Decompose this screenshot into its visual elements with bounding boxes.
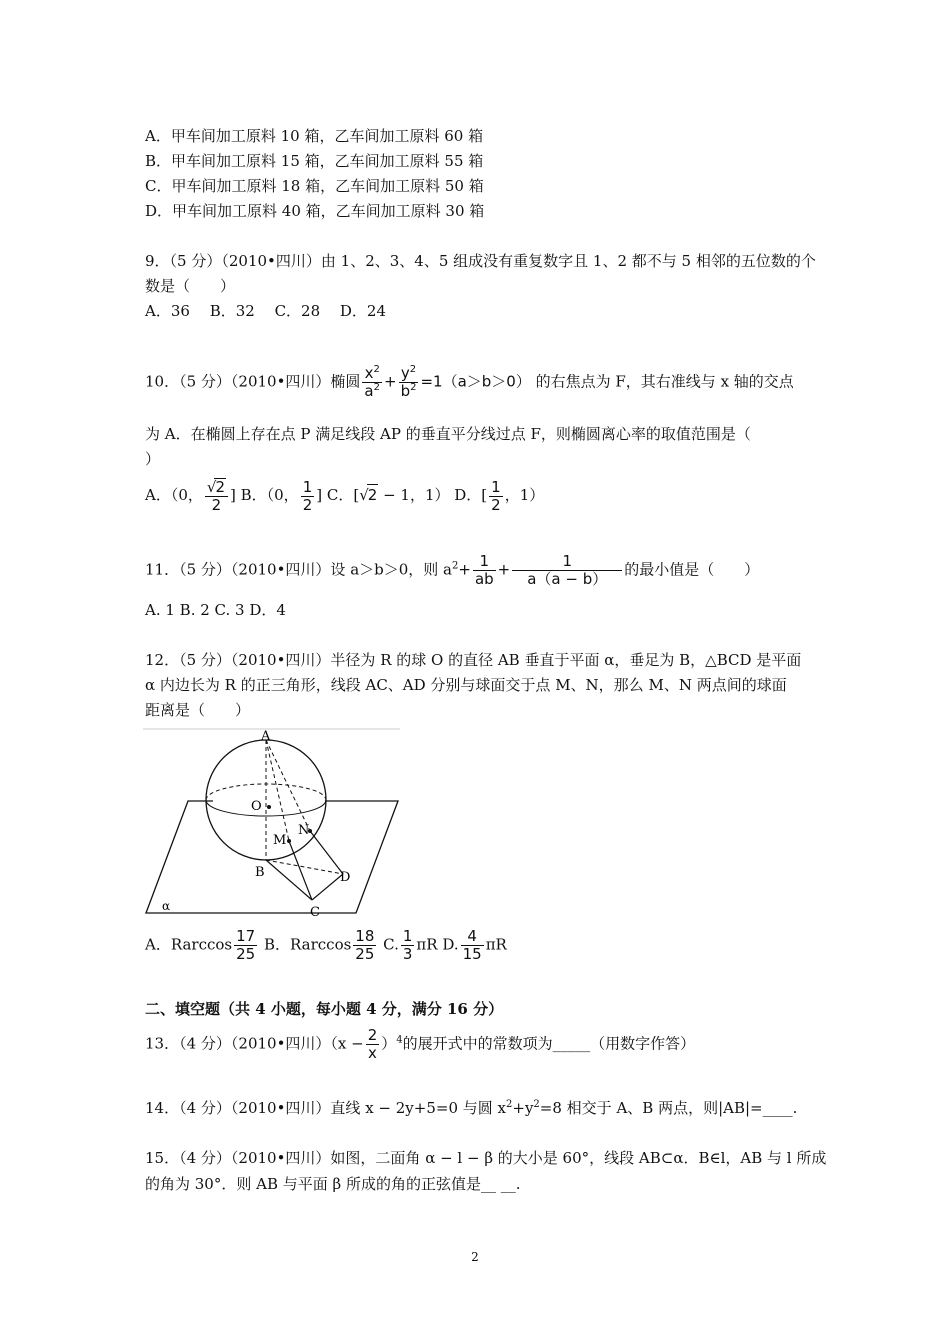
q13-den: x <box>368 1044 377 1062</box>
q11-plus: + <box>458 560 471 579</box>
q12-opt-d-tail: πR <box>485 935 507 954</box>
q11-prefix: 11．（5 分）（2010•四川）设 a＞b＞0，则 a <box>145 560 452 579</box>
q14-mid: +y <box>512 1099 534 1117</box>
q10-opt-d-den: 2 <box>491 495 501 514</box>
q12-opt-d-frac <box>461 928 484 963</box>
q10-exp: 2 <box>410 382 417 393</box>
segment-am <box>266 740 289 841</box>
q11-f2-den: a（a − b） <box>527 570 608 588</box>
q12-opt-b-den: 25 <box>355 945 375 963</box>
q11-options: A. 1 B. 2 C. 3 D．4 <box>145 601 286 619</box>
segment-bc <box>266 860 312 900</box>
q15-stem-line2: 的角为 30°．则 AB 与平面 β 所成的角的正弦值是__ __. <box>145 1175 521 1193</box>
q13-frac <box>366 1027 380 1062</box>
q12-opt-c: C. <box>378 935 399 954</box>
q10-exp: 2 <box>373 382 380 393</box>
label-c: C <box>310 905 320 918</box>
q12-sphere-figure <box>143 728 403 918</box>
q10-opt-d: − 1，1） D．[ <box>378 486 488 504</box>
q10-opt-a: A．（0， <box>145 486 203 504</box>
q8-option-c: C．甲车间加工原料 18 箱，乙车间加工原料 50 箱 <box>145 177 484 195</box>
q10-prefix: 10．（5 分）（2010•四川）椭圆 <box>145 372 361 391</box>
q10-opt-b-frac <box>301 479 315 514</box>
q12-opt-d-den: 15 <box>462 945 482 963</box>
q10-opt-a-den: 2 <box>211 496 222 514</box>
q12-opt-a-den: 25 <box>236 945 256 963</box>
q13-suffix: 的展开式中的常数项为_____（用数字作答） <box>402 1034 696 1053</box>
page-number: 2 <box>471 1250 479 1264</box>
q10-y: y <box>400 364 410 382</box>
label-n: N <box>298 823 310 838</box>
q11-f2-num: 1 <box>512 553 622 571</box>
q11-frac-2 <box>512 553 622 588</box>
q14-prefix: 14．（4 分）（2010•四川）直线 x − 2y+5=0 与圆 x <box>145 1099 506 1117</box>
q12-opt-a-frac <box>234 928 257 963</box>
q14-exp-2: 2 <box>533 1099 540 1110</box>
q12-opt-c-den: 3 <box>402 945 413 963</box>
q11-suffix: 的最小值是（ ） <box>624 560 760 579</box>
q12-opt-c-frac <box>401 928 415 963</box>
q13-num: 2 <box>367 1026 378 1044</box>
section-2-heading: 二、填空题（共 4 小题，每小题 4 分，满分 16 分） <box>145 1000 504 1018</box>
q13-prefix: 13．（4 分）（2010•四川）（x − <box>145 1034 364 1053</box>
q8-option-b: B．甲车间加工原料 15 箱，乙车间加工原料 55 箱 <box>145 152 484 170</box>
q10-opt-c: ] C．[ <box>316 486 360 504</box>
q10-stem-line3: ） <box>145 450 161 468</box>
label-m: M <box>273 833 287 848</box>
point-m <box>287 839 291 843</box>
q12-opt-b-num: 18 <box>355 927 375 945</box>
q12-opt-a-num: 17 <box>236 927 256 945</box>
segment-nd <box>310 831 343 874</box>
q10-stem-line1: 10．（5 分）（2010•四川）椭圆 $\frac{x^2}{a^2}$ + $\frac{y^2}{b^2}$ =1（a＞b＞0） 的右焦点为 F，其右准线与 x 轴的交点 <box>145 364 794 400</box>
q10-opt-b: ] B．（0， <box>230 486 299 504</box>
q12-opt-d-num: 4 <box>461 928 484 946</box>
point-o <box>267 805 271 809</box>
q13-close: ） <box>381 1034 397 1053</box>
q12-opt-d: πR D. <box>416 935 459 954</box>
q10-x: x <box>364 364 374 382</box>
q14-stem <box>145 1098 797 1118</box>
label-b: B <box>255 865 265 880</box>
q10-exp: 2 <box>409 364 417 375</box>
q10-b: b <box>400 382 411 400</box>
q10-opt-d-frac <box>489 479 503 514</box>
q10-opt-d-num: 1 <box>491 477 501 496</box>
q8-option-a: A．甲车间加工原料 10 箱，乙车间加工原料 60 箱 <box>145 127 484 145</box>
q10-eq: =1（a＞b＞0） <box>420 372 531 391</box>
label-a: A <box>261 729 271 744</box>
q12-opt-a: A．Rarccos <box>145 935 233 954</box>
q14-suffix: =8 相交于 A、B 两点，则|AB|=____. <box>539 1099 798 1117</box>
q13-exp: 4 <box>396 1034 403 1046</box>
q11-f1-num: 1 <box>473 553 496 571</box>
q9-stem-line2: 数是（ ） <box>145 277 236 295</box>
q11-exp: 2 <box>452 560 459 572</box>
q9-options: A．36 B．32 C．28 D．24 <box>145 302 387 320</box>
q12-options <box>145 928 507 963</box>
q10-suffix: 的右焦点为 F，其右准线与 x 轴的交点 <box>530 372 794 391</box>
q10-exp: 2 <box>373 364 380 375</box>
q11-stem <box>145 553 759 588</box>
q11-plus: + <box>497 560 511 579</box>
label-d: D <box>340 870 351 885</box>
q10-frac-y2-b2 <box>399 365 419 400</box>
q10-opt-b-num: 1 <box>302 477 313 496</box>
q13-stem <box>145 1027 695 1062</box>
label-o: O <box>251 799 262 814</box>
q12-opt-c-num: 1 <box>402 927 413 945</box>
q12-opt-b-frac <box>353 928 376 963</box>
q10-stem-line2: 为 A．在椭圆上存在点 P 满足线段 AP 的垂直平分线过点 F，则椭圆离心率的取值范围是（ <box>145 425 751 443</box>
q15-stem-line1: 15．（4 分）（2010•四川）如图，二面角 α − l − β 的大小是 60°，线段 AB⊂α．B∈l，AB 与 l 所成 <box>145 1149 827 1167</box>
plane-alpha <box>146 801 398 913</box>
q10-a: a <box>364 382 374 400</box>
q10-opt-a-frac: $\frac{√2}{2}$ <box>205 478 228 514</box>
q12-stem-line3: 距离是（ ） <box>145 701 251 719</box>
q9-stem-line1: 9．（5 分）（2010•四川）由 1、2、3、4、5 组成没有重复数字且 1、2 都不与 5 相邻的五位数的个 <box>145 252 816 270</box>
q10-frac-x2-a2 <box>362 365 382 400</box>
q10-opt-c-rad: 2 <box>367 486 378 504</box>
q11-frac-1 <box>473 553 496 588</box>
q10-options: A．（0， $\frac{√2}{2}$ ] B．（0， $\frac{1}{2}$ ] C．[√2 − 1，1） D．[ $\frac{1}{2}$ ，1） <box>145 477 545 514</box>
q10-opt-d-tail: ，1） <box>504 486 545 504</box>
segment-cd <box>312 874 343 900</box>
label-alpha: α <box>162 899 171 913</box>
q12-opt-b: B．Rarccos <box>259 935 352 954</box>
q12-stem-line1: 12．（5 分）（2010•四川）半径为 R 的球 O 的直径 AB 垂直于平面 α，垂足为 B，△BCD 是平面 <box>145 651 802 669</box>
q14-exp-1: 2 <box>506 1099 513 1110</box>
q10-opt-a-num: 2 <box>215 478 225 496</box>
segment-bd <box>266 860 343 874</box>
q8-option-d: D．甲车间加工原料 40 箱，乙车间加工原料 30 箱 <box>145 202 485 220</box>
q11-f1-den: ab <box>474 570 494 588</box>
q10-opt-b-den: 2 <box>302 495 313 514</box>
q12-stem-line2: α 内边长为 R 的正三角形，线段 AC、AD 分别与球面交于点 M、N，那么 M、N 两点间的球面 <box>145 676 787 694</box>
